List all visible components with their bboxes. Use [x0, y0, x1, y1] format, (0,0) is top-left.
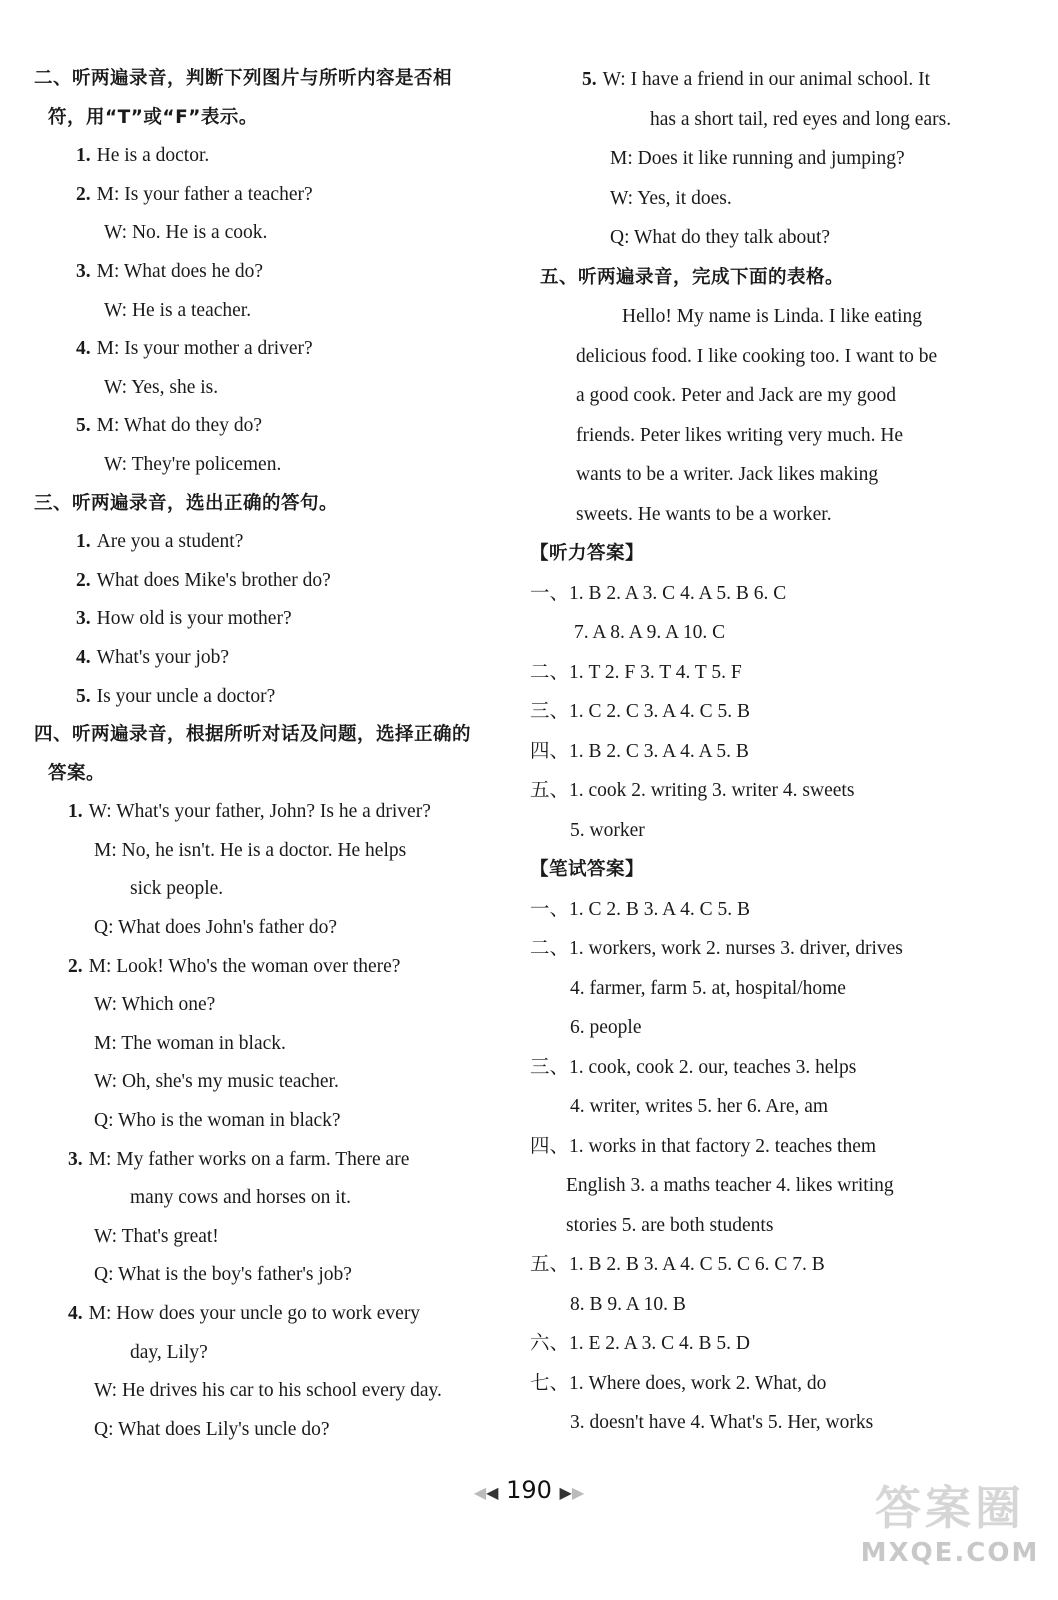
right-line [530, 258, 1030, 298]
line-text: 六、1. E 2. A 3. C 4. B 5. D [530, 1333, 750, 1354]
right-line [530, 376, 1030, 416]
right-line [530, 1166, 1030, 1206]
line-text: English 3. a maths teacher 4. likes writing [566, 1175, 894, 1196]
left-line [34, 60, 524, 99]
left-line [34, 909, 524, 948]
right-line [530, 1245, 1030, 1285]
line-text: 答案。 [48, 762, 106, 784]
line-text: W: He drives his car to his school every day. [94, 1380, 442, 1402]
line-text: 三、1. cook, cook 2. our, teaches 3. helps [530, 1056, 857, 1078]
line-text: delicious food. I like cooking too. I want to be [576, 345, 938, 367]
line-text: Q: What does Lily's uncle do? [94, 1418, 330, 1440]
line-text: a good cook. Peter and Jack are my good [576, 385, 897, 406]
right-line [530, 771, 1030, 811]
next-arrow-icon: ▶ [559, 1483, 572, 1502]
left-line [34, 485, 524, 524]
line-text: M: No, he isn't. He is a doctor. He helps [94, 839, 407, 861]
prev-arrow-icon: ◀ [486, 1483, 499, 1502]
line-text: 三、听两遍录音，选出正确的答句。 [34, 492, 339, 514]
line-text: How old is your mother? [96, 608, 292, 630]
line-text: 三、1. C 2. C 3. A 4. C 5. B [530, 701, 750, 722]
line-text: He is a doctor. [96, 145, 210, 167]
line-text: 4. writer, writes 5. her 6. Are, am [570, 1096, 829, 1117]
line-text: 【笔试答案】 [530, 859, 645, 880]
line-text: 五、1. B 2. B 3. A 4. C 5. C 6. C 7. B [530, 1254, 825, 1275]
line-text: M: Look! Who's the woman over there? [88, 955, 401, 977]
left-line [34, 1372, 524, 1411]
left-line [34, 678, 524, 717]
prev-arrow-light-icon: ◀ [473, 1483, 487, 1502]
right-line [530, 613, 1030, 653]
right-line [530, 1087, 1030, 1127]
right-line [530, 1403, 1030, 1443]
line-text: W: That's great! [94, 1225, 219, 1247]
line-text: many cows and horses on it. [130, 1187, 351, 1209]
line-text: W: Oh, she's my music teacher. [94, 1071, 339, 1093]
line-text: 七、1. Where does, work 2. What, do [530, 1372, 827, 1394]
item-number: 3. [76, 608, 91, 630]
item-number: 1. [76, 145, 91, 167]
right-line [530, 1048, 1030, 1088]
line-text: W: What's your father, John? Is he a driver? [88, 801, 431, 823]
line-text: Hello! My name is Linda. I like eating [622, 306, 923, 327]
right-line [530, 1008, 1030, 1048]
line-text: 符，用“T”或“F”表示。 [48, 106, 258, 128]
line-text: 3. doesn't have 4. What's 5. Her, works [570, 1412, 874, 1433]
line-text: 五、听两遍录音，完成下面的表格。 [540, 266, 845, 288]
right-line [530, 139, 1030, 179]
line-text: 7. A 8. A 9. A 10. C [574, 622, 726, 643]
line-text: Q: What is the boy's father's job? [94, 1264, 352, 1286]
right-line [530, 732, 1030, 772]
right-line [530, 218, 1030, 258]
line-text: M: Is your father a teacher? [96, 183, 313, 205]
item-number: 2. [68, 955, 83, 977]
left-line [34, 639, 524, 678]
right-line [530, 179, 1030, 219]
line-text: stories 5. are both students [566, 1214, 774, 1236]
item-number: 1. [76, 531, 91, 553]
line-text: W: Yes, she is. [104, 376, 219, 398]
left-line [34, 1411, 524, 1450]
line-text: M: What do they do? [96, 415, 262, 437]
line-text: Q: What do they talk about? [610, 227, 831, 248]
line-text: W: Which one? [94, 994, 216, 1016]
next-arrow-light-icon: ▶ [571, 1483, 585, 1502]
item-number: 4. [76, 338, 91, 360]
line-text: Q: Who is the woman in black? [94, 1110, 341, 1132]
left-line [34, 330, 524, 369]
left-line [34, 948, 524, 987]
line-text: Are you a student? [96, 531, 244, 553]
left-column [34, 60, 524, 1449]
line-text: 四、听两遍录音，根据所听对话及问题，选择正确的 [34, 724, 472, 746]
watermark-url: MXQE.COM [860, 1538, 1040, 1568]
left-line [34, 1218, 524, 1257]
line-text: What's your job? [96, 646, 230, 668]
left-line [34, 369, 524, 408]
left-line [34, 176, 524, 215]
line-text: What does Mike's brother do? [96, 569, 331, 591]
right-column [530, 60, 1030, 1443]
left-line [34, 1179, 524, 1218]
page-number: 190 [506, 1476, 552, 1504]
line-text: M: My father works on a farm. There are [88, 1148, 410, 1170]
right-line [530, 100, 1030, 140]
line-text: 二、1. workers, work 2. nurses 3. driver, drives [530, 938, 903, 959]
left-line [34, 562, 524, 601]
line-text: M: The woman in black. [94, 1032, 286, 1054]
left-line [34, 755, 524, 794]
left-line [34, 1025, 524, 1064]
left-line [34, 523, 524, 562]
line-text: wants to be a writer. Jack likes making [576, 464, 879, 485]
left-line [34, 832, 524, 871]
right-line [530, 416, 1030, 456]
right-line [530, 297, 1030, 337]
left-line [34, 214, 524, 253]
right-line [530, 850, 1030, 890]
line-text: 8. B 9. A 10. B [570, 1293, 686, 1315]
item-number: 2. [76, 569, 91, 591]
watermark-logo [860, 1478, 1040, 1588]
item-number: 5. [582, 69, 597, 90]
left-line [34, 407, 524, 446]
right-line [530, 811, 1030, 851]
right-line [530, 495, 1030, 535]
line-text: M: What does he do? [96, 260, 264, 282]
line-text: 一、1. C 2. B 3. A 4. C 5. B [530, 898, 750, 920]
line-text: 【听力答案】 [530, 543, 645, 564]
line-text: W: Yes, it does. [610, 187, 732, 209]
left-line [34, 1141, 524, 1180]
item-number: 5. [76, 685, 91, 707]
left-line [34, 1295, 524, 1334]
right-line [530, 692, 1030, 732]
line-text: sweets. He wants to be a worker. [576, 503, 832, 525]
line-text: 四、1. B 2. C 3. A 4. A 5. B [530, 740, 749, 762]
left-line [34, 1256, 524, 1295]
left-line [34, 986, 524, 1025]
right-line [530, 455, 1030, 495]
line-text: 4. farmer, farm 5. at, hospital/home [570, 977, 846, 999]
right-line [530, 1127, 1030, 1167]
line-text: M: How does your uncle go to work every [88, 1303, 421, 1324]
item-number: 4. [68, 1303, 83, 1324]
watermark-text: 答案圈 [875, 1481, 1025, 1535]
item-number: 3. [68, 1148, 83, 1170]
left-line [34, 292, 524, 331]
right-line [530, 969, 1030, 1009]
right-line [530, 574, 1030, 614]
line-text: W: I have a friend in our animal school. It [602, 69, 931, 90]
left-line [34, 1102, 524, 1141]
right-line [530, 890, 1030, 930]
right-line [530, 1206, 1030, 1246]
left-line [34, 253, 524, 292]
line-text: friends. Peter likes writing very much. He [576, 424, 904, 446]
left-line [34, 446, 524, 485]
right-line [530, 534, 1030, 574]
right-line [530, 1364, 1030, 1404]
left-line [34, 137, 524, 176]
left-line [34, 99, 524, 138]
line-text: W: He is a teacher. [104, 299, 252, 321]
right-line [530, 60, 1030, 100]
left-line [34, 1063, 524, 1102]
line-text: 五、1. cook 2. writing 3. writer 4. sweets [530, 780, 855, 801]
line-text: M: Is your mother a driver? [96, 338, 313, 360]
line-text: 5. worker [570, 819, 645, 841]
right-line [530, 1324, 1030, 1364]
line-text: W: They're policemen. [104, 453, 282, 475]
left-line [34, 870, 524, 909]
line-text: 二、听两遍录音，判断下列图片与所听内容是否相 [34, 68, 453, 89]
line-text: M: Does it like running and jumping? [610, 148, 905, 169]
item-number: 5. [76, 415, 91, 437]
right-line [530, 1285, 1030, 1325]
line-text: day, Lily? [130, 1341, 208, 1363]
right-line [530, 929, 1030, 969]
left-line [34, 1334, 524, 1373]
line-text: has a short tail, red eyes and long ears. [650, 108, 952, 130]
line-text: Q: What does John's father do? [94, 917, 338, 939]
item-number: 4. [76, 646, 91, 668]
line-text: sick people. [130, 878, 224, 900]
line-text: Is your uncle a doctor? [96, 685, 276, 707]
line-text: 6. people [570, 1017, 642, 1038]
line-text: 一、1. B 2. A 3. C 4. A 5. B 6. C [530, 582, 787, 604]
item-number: 3. [76, 260, 91, 282]
line-text: W: No. He is a cook. [104, 222, 268, 244]
item-number: 1. [68, 801, 83, 823]
left-line [34, 793, 524, 832]
item-number: 2. [76, 183, 91, 205]
line-text: 四、1. works in that factory 2. teaches them [530, 1135, 877, 1157]
line-text: 二、1. T 2. F 3. T 4. T 5. F [530, 661, 742, 683]
right-line [530, 337, 1030, 377]
left-line [34, 716, 524, 755]
left-line [34, 600, 524, 639]
right-line [530, 653, 1030, 693]
